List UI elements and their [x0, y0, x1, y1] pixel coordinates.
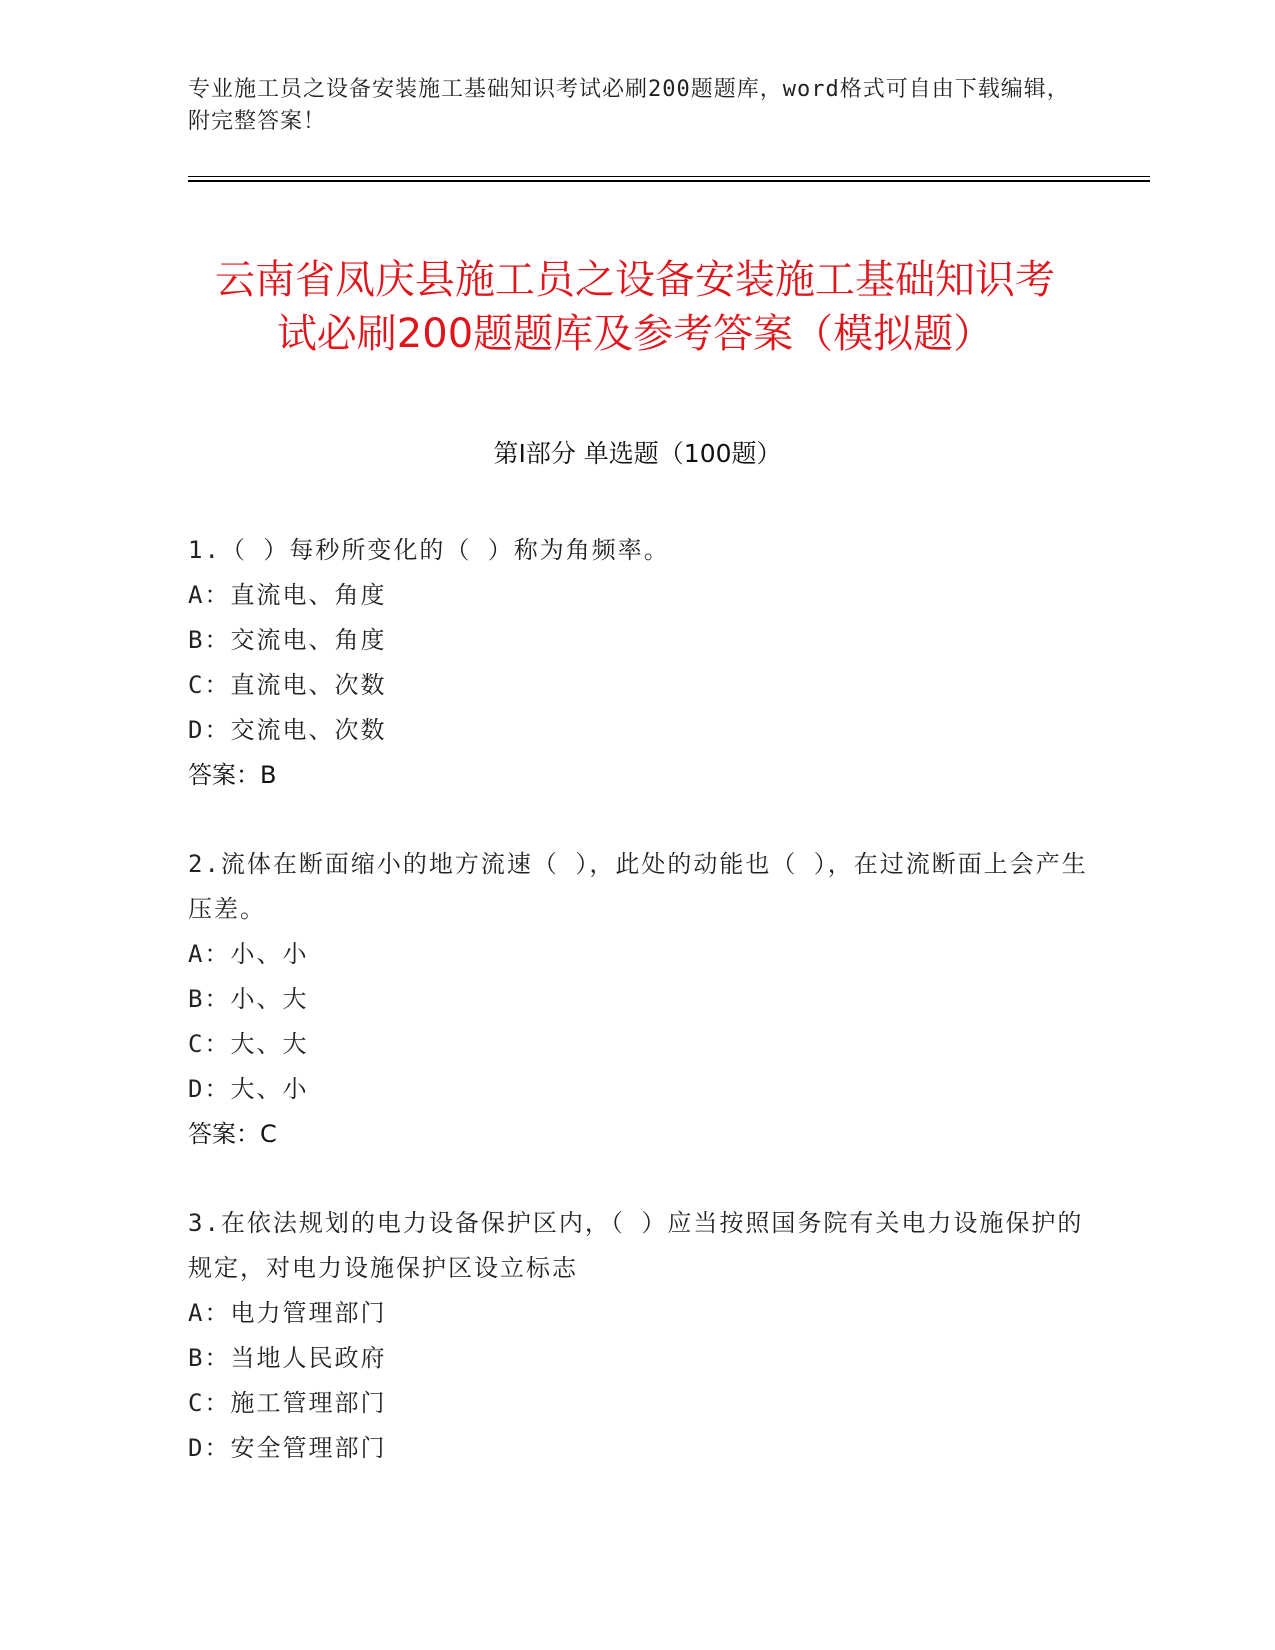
question-text: 2.流体在断面缩小的地方流速（ ），此处的动能也（ ），在过流断面上会产生压差。: [188, 850, 1088, 923]
option-d: D：安全管理部门: [188, 1434, 387, 1462]
header-divider-thick: [188, 180, 1150, 182]
option-a: A：直流电、角度: [188, 581, 387, 609]
header-divider-thin: [188, 176, 1150, 177]
question-text: 1.（ ）每秒所变化的（ ）称为角频率。: [188, 536, 670, 564]
document-title: 云南省凤庆县施工员之设备安装施工基础知识考试必刷200题题库及参考答案（模拟题）: [215, 256, 1055, 357]
option-b: B：小、大: [188, 985, 309, 1013]
option-d: D：交流电、次数: [188, 716, 387, 744]
option-c: C：大、大: [188, 1030, 309, 1058]
option-a: A：电力管理部门: [188, 1299, 387, 1327]
question-text: 3.在依法规划的电力设备保护区内，（ ）应当按照国务院有关电力设施保护的规定，对电力设施保护区设立标志: [188, 1209, 1084, 1282]
question-2: [188, 842, 1088, 1157]
header-note: 专业施工员之设备安装施工基础知识考试必刷200题题库，word格式可自由下载编辑，附完整答案！: [188, 77, 1070, 134]
option-d: D：大、小: [188, 1075, 309, 1103]
option-b: B：交流电、角度: [188, 626, 387, 654]
section-title: 第Ⅰ部分 单选题（100题）: [493, 439, 782, 468]
question-1: [188, 528, 1088, 798]
question-3: [188, 1201, 1088, 1471]
option-c: C：施工管理部门: [188, 1389, 387, 1417]
option-b: B：当地人民政府: [188, 1344, 387, 1372]
answer: 答案：B: [188, 761, 277, 789]
option-a: A：小、小: [188, 940, 309, 968]
option-c: C：直流电、次数: [188, 671, 387, 699]
answer: 答案：C: [188, 1120, 277, 1148]
question-list: [188, 528, 1088, 1515]
